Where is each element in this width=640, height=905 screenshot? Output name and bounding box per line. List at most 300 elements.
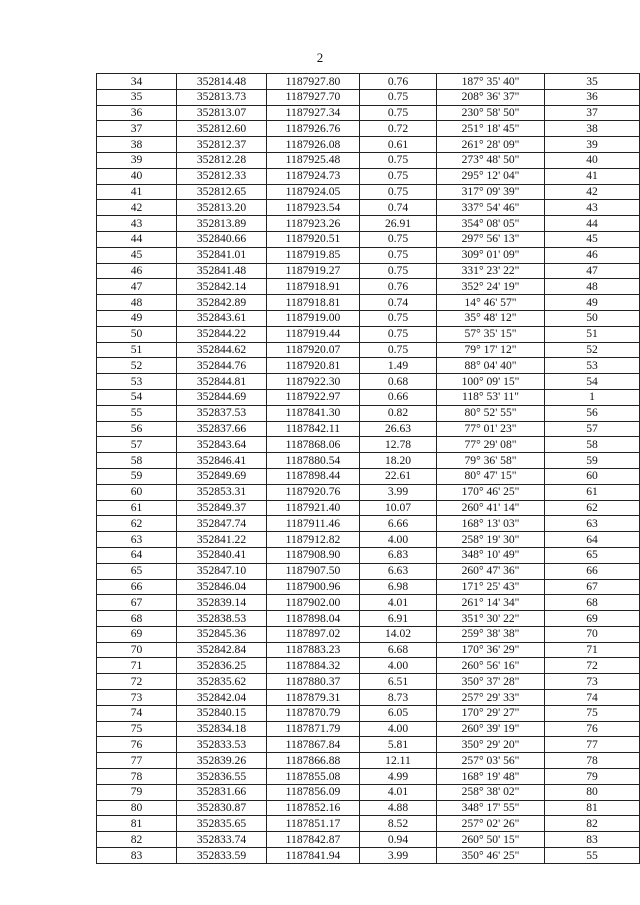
x-coordinate-cell: 352836.55 <box>177 769 267 785</box>
x-coordinate-cell: 352844.81 <box>177 374 267 390</box>
bearing-cell: 260° 50' 15" <box>437 832 545 848</box>
bearing-cell: 79° 17' 12" <box>437 342 545 358</box>
bearing-cell: 350° 29' 20" <box>437 737 545 753</box>
point-number-cell: 80 <box>97 800 177 816</box>
bearing-cell: 77° 29' 08" <box>437 437 545 453</box>
y-coordinate-cell: 1187923.54 <box>267 200 360 216</box>
point-number-cell: 36 <box>97 105 177 121</box>
x-coordinate-cell: 352853.31 <box>177 484 267 500</box>
bearing-cell: 331° 23' 22" <box>437 263 545 279</box>
x-coordinate-cell: 352844.69 <box>177 389 267 405</box>
distance-cell: 0.72 <box>360 121 437 137</box>
distance-cell: 4.01 <box>360 784 437 800</box>
next-point-cell: 40 <box>545 152 640 168</box>
next-point-cell: 57 <box>545 421 640 437</box>
point-number-cell: 69 <box>97 626 177 642</box>
table-row <box>97 626 640 642</box>
y-coordinate-cell: 1187921.40 <box>267 500 360 516</box>
bearing-cell: 260° 56' 16" <box>437 658 545 674</box>
next-point-cell: 82 <box>545 816 640 832</box>
bearing-cell: 80° 47' 15" <box>437 468 545 484</box>
next-point-cell: 55 <box>545 848 640 864</box>
x-coordinate-cell: 352812.33 <box>177 168 267 184</box>
table-row <box>97 358 640 374</box>
next-point-cell: 76 <box>545 721 640 737</box>
table-row <box>97 389 640 405</box>
next-point-cell: 39 <box>545 137 640 153</box>
next-point-cell: 50 <box>545 310 640 326</box>
distance-cell: 6.66 <box>360 516 437 532</box>
table-row <box>97 674 640 690</box>
next-point-cell: 83 <box>545 832 640 848</box>
next-point-cell: 70 <box>545 626 640 642</box>
coordinates-table-body <box>97 74 640 864</box>
bearing-cell: 295° 12' 04" <box>437 168 545 184</box>
distance-cell: 0.75 <box>360 168 437 184</box>
table-row <box>97 216 640 232</box>
point-number-cell: 48 <box>97 295 177 311</box>
next-point-cell: 62 <box>545 500 640 516</box>
point-number-cell: 39 <box>97 152 177 168</box>
point-number-cell: 83 <box>97 848 177 864</box>
y-coordinate-cell: 1187920.76 <box>267 484 360 500</box>
table-row <box>97 453 640 469</box>
y-coordinate-cell: 1187927.70 <box>267 89 360 105</box>
distance-cell: 0.94 <box>360 832 437 848</box>
x-coordinate-cell: 352813.73 <box>177 89 267 105</box>
x-coordinate-cell: 352845.36 <box>177 626 267 642</box>
point-number-cell: 63 <box>97 532 177 548</box>
point-number-cell: 82 <box>97 832 177 848</box>
x-coordinate-cell: 352842.14 <box>177 279 267 295</box>
bearing-cell: 354° 08' 05" <box>437 216 545 232</box>
y-coordinate-cell: 1187918.81 <box>267 295 360 311</box>
x-coordinate-cell: 352812.37 <box>177 137 267 153</box>
table-row <box>97 721 640 737</box>
y-coordinate-cell: 1187866.88 <box>267 753 360 769</box>
distance-cell: 0.75 <box>360 89 437 105</box>
bearing-cell: 88° 04' 40" <box>437 358 545 374</box>
next-point-cell: 45 <box>545 231 640 247</box>
next-point-cell: 47 <box>545 263 640 279</box>
table-row <box>97 326 640 342</box>
x-coordinate-cell: 352840.15 <box>177 705 267 721</box>
table-row <box>97 848 640 864</box>
y-coordinate-cell: 1187900.96 <box>267 579 360 595</box>
bearing-cell: 350° 37' 28" <box>437 674 545 690</box>
point-number-cell: 53 <box>97 374 177 390</box>
distance-cell: 0.82 <box>360 405 437 421</box>
distance-cell: 4.00 <box>360 721 437 737</box>
bearing-cell: 230° 58' 50" <box>437 105 545 121</box>
y-coordinate-cell: 1187842.11 <box>267 421 360 437</box>
next-point-cell: 53 <box>545 358 640 374</box>
table-row <box>97 137 640 153</box>
bearing-cell: 257° 02' 26" <box>437 816 545 832</box>
next-point-cell: 64 <box>545 532 640 548</box>
distance-cell: 18.20 <box>360 453 437 469</box>
bearing-cell: 79° 36' 58" <box>437 453 545 469</box>
x-coordinate-cell: 352813.20 <box>177 200 267 216</box>
next-point-cell: 52 <box>545 342 640 358</box>
table-row <box>97 737 640 753</box>
y-coordinate-cell: 1187851.17 <box>267 816 360 832</box>
bearing-cell: 351° 30' 22" <box>437 611 545 627</box>
y-coordinate-cell: 1187907.50 <box>267 563 360 579</box>
y-coordinate-cell: 1187908.90 <box>267 547 360 563</box>
next-point-cell: 35 <box>545 74 640 90</box>
x-coordinate-cell: 352837.53 <box>177 405 267 421</box>
point-number-cell: 54 <box>97 389 177 405</box>
point-number-cell: 66 <box>97 579 177 595</box>
table-row <box>97 421 640 437</box>
point-number-cell: 62 <box>97 516 177 532</box>
table-row <box>97 74 640 90</box>
y-coordinate-cell: 1187919.44 <box>267 326 360 342</box>
x-coordinate-cell: 352841.48 <box>177 263 267 279</box>
y-coordinate-cell: 1187927.80 <box>267 74 360 90</box>
x-coordinate-cell: 352814.48 <box>177 74 267 90</box>
table-row <box>97 800 640 816</box>
bearing-cell: 261° 28' 09" <box>437 137 545 153</box>
distance-cell: 3.99 <box>360 848 437 864</box>
y-coordinate-cell: 1187919.00 <box>267 310 360 326</box>
point-number-cell: 64 <box>97 547 177 563</box>
y-coordinate-cell: 1187867.84 <box>267 737 360 753</box>
next-point-cell: 44 <box>545 216 640 232</box>
x-coordinate-cell: 352847.10 <box>177 563 267 579</box>
x-coordinate-cell: 352840.66 <box>177 231 267 247</box>
bearing-cell: 168° 19' 48" <box>437 769 545 785</box>
next-point-cell: 67 <box>545 579 640 595</box>
distance-cell: 0.75 <box>360 310 437 326</box>
y-coordinate-cell: 1187924.73 <box>267 168 360 184</box>
y-coordinate-cell: 1187897.02 <box>267 626 360 642</box>
y-coordinate-cell: 1187879.31 <box>267 690 360 706</box>
table-row <box>97 547 640 563</box>
x-coordinate-cell: 352843.61 <box>177 310 267 326</box>
distance-cell: 4.88 <box>360 800 437 816</box>
coordinates-table <box>96 73 640 864</box>
x-coordinate-cell: 352838.53 <box>177 611 267 627</box>
table-row <box>97 374 640 390</box>
x-coordinate-cell: 352812.60 <box>177 121 267 137</box>
y-coordinate-cell: 1187880.54 <box>267 453 360 469</box>
x-coordinate-cell: 352835.65 <box>177 816 267 832</box>
x-coordinate-cell: 352830.87 <box>177 800 267 816</box>
y-coordinate-cell: 1187927.34 <box>267 105 360 121</box>
next-point-cell: 51 <box>545 326 640 342</box>
y-coordinate-cell: 1187911.46 <box>267 516 360 532</box>
point-number-cell: 76 <box>97 737 177 753</box>
next-point-cell: 36 <box>545 89 640 105</box>
point-number-cell: 42 <box>97 200 177 216</box>
y-coordinate-cell: 1187920.81 <box>267 358 360 374</box>
y-coordinate-cell: 1187902.00 <box>267 595 360 611</box>
bearing-cell: 260° 41' 14" <box>437 500 545 516</box>
y-coordinate-cell: 1187922.97 <box>267 389 360 405</box>
table-row <box>97 658 640 674</box>
distance-cell: 0.75 <box>360 184 437 200</box>
bearing-cell: 100° 09' 15" <box>437 374 545 390</box>
point-number-cell: 67 <box>97 595 177 611</box>
x-coordinate-cell: 352833.53 <box>177 737 267 753</box>
point-number-cell: 56 <box>97 421 177 437</box>
next-point-cell: 54 <box>545 374 640 390</box>
distance-cell: 4.00 <box>360 658 437 674</box>
bearing-cell: 260° 47' 36" <box>437 563 545 579</box>
bearing-cell: 257° 29' 33" <box>437 690 545 706</box>
point-number-cell: 61 <box>97 500 177 516</box>
next-point-cell: 61 <box>545 484 640 500</box>
y-coordinate-cell: 1187856.09 <box>267 784 360 800</box>
y-coordinate-cell: 1187925.48 <box>267 152 360 168</box>
distance-cell: 8.52 <box>360 816 437 832</box>
distance-cell: 26.63 <box>360 421 437 437</box>
y-coordinate-cell: 1187919.85 <box>267 247 360 263</box>
bearing-cell: 337° 54' 46" <box>437 200 545 216</box>
next-point-cell: 60 <box>545 468 640 484</box>
x-coordinate-cell: 352841.22 <box>177 532 267 548</box>
x-coordinate-cell: 352846.04 <box>177 579 267 595</box>
next-point-cell: 63 <box>545 516 640 532</box>
table-row <box>97 184 640 200</box>
distance-cell: 0.76 <box>360 279 437 295</box>
x-coordinate-cell: 352833.74 <box>177 832 267 848</box>
table-row <box>97 532 640 548</box>
y-coordinate-cell: 1187912.82 <box>267 532 360 548</box>
distance-cell: 0.76 <box>360 74 437 90</box>
page-number: 2 <box>316 50 324 65</box>
point-number-cell: 77 <box>97 753 177 769</box>
next-point-cell: 74 <box>545 690 640 706</box>
point-number-cell: 81 <box>97 816 177 832</box>
table-row <box>97 816 640 832</box>
next-point-cell: 1 <box>545 389 640 405</box>
bearing-cell: 170° 29' 27" <box>437 705 545 721</box>
point-number-cell: 65 <box>97 563 177 579</box>
x-coordinate-cell: 352836.25 <box>177 658 267 674</box>
bearing-cell: 348° 17' 55" <box>437 800 545 816</box>
bearing-cell: 348° 10' 49" <box>437 547 545 563</box>
point-number-cell: 58 <box>97 453 177 469</box>
table-row <box>97 579 640 595</box>
point-number-cell: 57 <box>97 437 177 453</box>
distance-cell: 1.49 <box>360 358 437 374</box>
point-number-cell: 40 <box>97 168 177 184</box>
next-point-cell: 42 <box>545 184 640 200</box>
point-number-cell: 46 <box>97 263 177 279</box>
bearing-cell: 273° 48' 50" <box>437 152 545 168</box>
y-coordinate-cell: 1187852.16 <box>267 800 360 816</box>
x-coordinate-cell: 352839.26 <box>177 753 267 769</box>
next-point-cell: 48 <box>545 279 640 295</box>
bearing-cell: 118° 53' 11" <box>437 389 545 405</box>
distance-cell: 4.01 <box>360 595 437 611</box>
point-number-cell: 44 <box>97 231 177 247</box>
x-coordinate-cell: 352812.65 <box>177 184 267 200</box>
next-point-cell: 81 <box>545 800 640 816</box>
next-point-cell: 71 <box>545 642 640 658</box>
y-coordinate-cell: 1187918.91 <box>267 279 360 295</box>
y-coordinate-cell: 1187898.04 <box>267 611 360 627</box>
point-number-cell: 79 <box>97 784 177 800</box>
table-row <box>97 500 640 516</box>
table-row <box>97 595 640 611</box>
bearing-cell: 261° 14' 34" <box>437 595 545 611</box>
distance-cell: 5.81 <box>360 737 437 753</box>
point-number-cell: 38 <box>97 137 177 153</box>
x-coordinate-cell: 352846.41 <box>177 453 267 469</box>
point-number-cell: 47 <box>97 279 177 295</box>
table-row <box>97 121 640 137</box>
point-number-cell: 37 <box>97 121 177 137</box>
point-number-cell: 59 <box>97 468 177 484</box>
y-coordinate-cell: 1187841.30 <box>267 405 360 421</box>
table-row <box>97 563 640 579</box>
table-row <box>97 231 640 247</box>
point-number-cell: 72 <box>97 674 177 690</box>
next-point-cell: 38 <box>545 121 640 137</box>
bearing-cell: 258° 19' 30" <box>437 532 545 548</box>
table-row <box>97 152 640 168</box>
y-coordinate-cell: 1187842.87 <box>267 832 360 848</box>
point-number-cell: 45 <box>97 247 177 263</box>
next-point-cell: 79 <box>545 769 640 785</box>
next-point-cell: 58 <box>545 437 640 453</box>
x-coordinate-cell: 352834.18 <box>177 721 267 737</box>
table-row <box>97 690 640 706</box>
next-point-cell: 56 <box>545 405 640 421</box>
point-number-cell: 70 <box>97 642 177 658</box>
distance-cell: 6.68 <box>360 642 437 658</box>
table-row <box>97 484 640 500</box>
next-point-cell: 80 <box>545 784 640 800</box>
point-number-cell: 78 <box>97 769 177 785</box>
bearing-cell: 297° 56' 13" <box>437 231 545 247</box>
distance-cell: 6.05 <box>360 705 437 721</box>
bearing-cell: 168° 13' 03" <box>437 516 545 532</box>
x-coordinate-cell: 352839.14 <box>177 595 267 611</box>
point-number-cell: 74 <box>97 705 177 721</box>
x-coordinate-cell: 352843.64 <box>177 437 267 453</box>
y-coordinate-cell: 1187926.08 <box>267 137 360 153</box>
bearing-cell: 258° 38' 02" <box>437 784 545 800</box>
point-number-cell: 43 <box>97 216 177 232</box>
next-point-cell: 72 <box>545 658 640 674</box>
table-row <box>97 295 640 311</box>
distance-cell: 6.83 <box>360 547 437 563</box>
x-coordinate-cell: 352837.66 <box>177 421 267 437</box>
y-coordinate-cell: 1187922.30 <box>267 374 360 390</box>
x-coordinate-cell: 352842.04 <box>177 690 267 706</box>
table-row <box>97 310 640 326</box>
next-point-cell: 66 <box>545 563 640 579</box>
bearing-cell: 260° 39' 19" <box>437 721 545 737</box>
point-number-cell: 50 <box>97 326 177 342</box>
bearing-cell: 352° 24' 19" <box>437 279 545 295</box>
distance-cell: 6.51 <box>360 674 437 690</box>
bearing-cell: 80° 52' 55" <box>437 405 545 421</box>
bearing-cell: 350° 46' 25" <box>437 848 545 864</box>
distance-cell: 0.74 <box>360 295 437 311</box>
distance-cell: 4.99 <box>360 769 437 785</box>
point-number-cell: 71 <box>97 658 177 674</box>
next-point-cell: 77 <box>545 737 640 753</box>
bearing-cell: 259° 38' 38" <box>437 626 545 642</box>
table-row <box>97 437 640 453</box>
table-row <box>97 168 640 184</box>
next-point-cell: 73 <box>545 674 640 690</box>
x-coordinate-cell: 352844.76 <box>177 358 267 374</box>
next-point-cell: 41 <box>545 168 640 184</box>
table-row <box>97 832 640 848</box>
y-coordinate-cell: 1187868.06 <box>267 437 360 453</box>
point-number-cell: 35 <box>97 89 177 105</box>
point-number-cell: 60 <box>97 484 177 500</box>
point-number-cell: 68 <box>97 611 177 627</box>
y-coordinate-cell: 1187883.23 <box>267 642 360 658</box>
point-number-cell: 52 <box>97 358 177 374</box>
bearing-cell: 77° 01' 23" <box>437 421 545 437</box>
distance-cell: 0.75 <box>360 263 437 279</box>
table-row <box>97 516 640 532</box>
point-number-cell: 34 <box>97 74 177 90</box>
table-row <box>97 705 640 721</box>
bearing-cell: 251° 18' 45" <box>437 121 545 137</box>
table-row <box>97 342 640 358</box>
distance-cell: 6.91 <box>360 611 437 627</box>
point-number-cell: 51 <box>97 342 177 358</box>
table-row <box>97 247 640 263</box>
distance-cell: 6.98 <box>360 579 437 595</box>
x-coordinate-cell: 352849.37 <box>177 500 267 516</box>
distance-cell: 26.91 <box>360 216 437 232</box>
x-coordinate-cell: 352813.07 <box>177 105 267 121</box>
next-point-cell: 59 <box>545 453 640 469</box>
table-row <box>97 405 640 421</box>
distance-cell: 0.75 <box>360 105 437 121</box>
distance-cell: 0.75 <box>360 152 437 168</box>
distance-cell: 0.61 <box>360 137 437 153</box>
point-number-cell: 73 <box>97 690 177 706</box>
next-point-cell: 69 <box>545 611 640 627</box>
x-coordinate-cell: 352849.69 <box>177 468 267 484</box>
table-row <box>97 468 640 484</box>
x-coordinate-cell: 352833.59 <box>177 848 267 864</box>
y-coordinate-cell: 1187871.79 <box>267 721 360 737</box>
distance-cell: 22.61 <box>360 468 437 484</box>
distance-cell: 0.68 <box>360 374 437 390</box>
x-coordinate-cell: 352841.01 <box>177 247 267 263</box>
x-coordinate-cell: 352831.66 <box>177 784 267 800</box>
distance-cell: 14.02 <box>360 626 437 642</box>
bearing-cell: 57° 35' 15" <box>437 326 545 342</box>
table-row <box>97 200 640 216</box>
next-point-cell: 68 <box>545 595 640 611</box>
distance-cell: 0.74 <box>360 200 437 216</box>
y-coordinate-cell: 1187923.26 <box>267 216 360 232</box>
next-point-cell: 75 <box>545 705 640 721</box>
next-point-cell: 37 <box>545 105 640 121</box>
distance-cell: 12.11 <box>360 753 437 769</box>
point-number-cell: 55 <box>97 405 177 421</box>
distance-cell: 0.75 <box>360 326 437 342</box>
bearing-cell: 14° 46' 57" <box>437 295 545 311</box>
bearing-cell: 257° 03' 56" <box>437 753 545 769</box>
next-point-cell: 78 <box>545 753 640 769</box>
y-coordinate-cell: 1187920.51 <box>267 231 360 247</box>
